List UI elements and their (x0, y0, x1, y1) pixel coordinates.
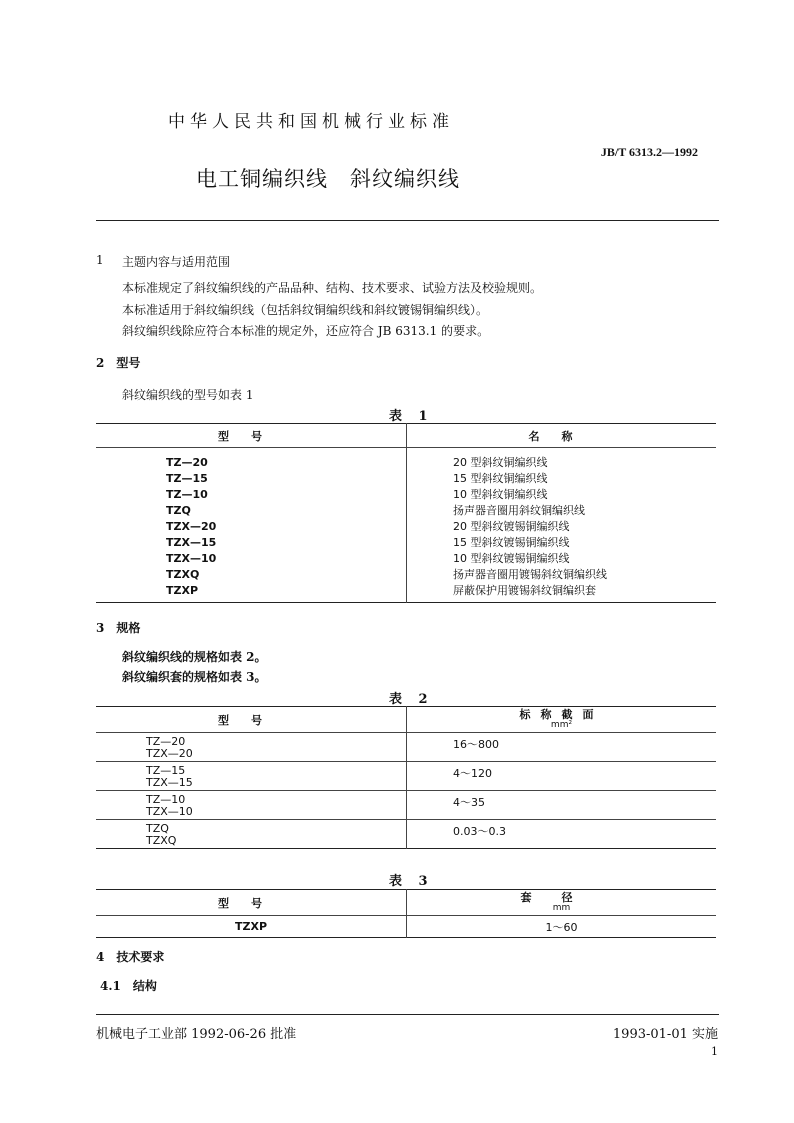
table-1-name: 10 型斜纹铜编织线 (407, 486, 717, 502)
table-1-name: 扬声器音圈用斜纹铜编织线 (407, 502, 717, 518)
table-1-code: TZXQ (166, 567, 200, 581)
table-1-code: TZX—15 (166, 535, 217, 549)
table-3-caption: 表 3 (389, 874, 434, 889)
table-2-row (96, 762, 716, 791)
standard-code: JB/T 6313.2—1992 (600, 145, 698, 159)
page-number: 1 (711, 1045, 718, 1058)
section-1-paragraph-2: 本标准适用于斜纹编织线（包括斜纹铜编织线和斜纹镀锡铜编织线）。 (122, 303, 489, 317)
table-2-code-2: TZX—15 (146, 776, 193, 789)
table-1-name: 屏蔽保护用镀锡斜纹铜编织套 (407, 582, 717, 603)
table-2-header-unit: mm² (550, 719, 573, 730)
section-2-paragraph: 斜纹编织线的型号如表 1 (122, 388, 254, 402)
table-2-code-2: TZX—10 (146, 805, 193, 818)
table-2-row (96, 791, 716, 820)
table-1-row (96, 486, 716, 502)
table-2-value: 4～120 (407, 762, 717, 791)
table-2-row (96, 820, 716, 849)
document-title: 电工铜编织线 斜纹编织线 (196, 167, 460, 191)
table-2 (96, 706, 716, 849)
section-1-number: 1 (96, 253, 104, 267)
table-1-code: TZ—15 (166, 471, 208, 485)
table-2-code-1: TZ—10 (146, 793, 186, 806)
table-1-name: 扬声器音圈用镀锡斜纹铜编织线 (407, 566, 717, 582)
table-1-row (96, 502, 716, 518)
table-2-code-1: TZ—20 (146, 735, 186, 748)
table-1-row (96, 518, 716, 534)
table-1-row (96, 550, 716, 566)
table-1-code: TZ—20 (166, 455, 208, 469)
table-1-code: TZ—10 (166, 487, 208, 501)
table-1-code: TZX—20 (166, 519, 217, 533)
table-1-row (96, 582, 716, 603)
table-1-code: TZXP (166, 583, 199, 597)
table-3-header-code: 型号 (96, 890, 407, 916)
table-1-code: TZQ (166, 503, 191, 517)
table-1-name: 20 型斜纹镀锡铜编织线 (407, 518, 717, 534)
approval-info: 机械电子工业部 1992-06-26 批准 (96, 1027, 297, 1042)
section-1-paragraph-3: 斜纹编织线除应符合本标准的规定外，还应符合 JB 6313.1 的要求。 (122, 324, 490, 338)
table-1-name: 15 型斜纹铜编织线 (407, 470, 717, 486)
table-1-name: 20 型斜纹铜编织线 (407, 448, 717, 471)
table-1-row (96, 534, 716, 550)
section-2-title: 2 型号 (96, 356, 141, 370)
section-1-paragraph-1: 本标准规定了斜纹编织线的产品品种、结构、技术要求、试验方法及校验规则。 (122, 281, 543, 295)
effective-date: 1993-01-01 实施 (612, 1027, 718, 1042)
table-2-code-1: TZQ (146, 822, 169, 835)
table-1-header-code: 型号 (96, 424, 407, 448)
standard-name: 中华人民共和国机械行业标准 (168, 112, 454, 132)
section-1-title: 主题内容与适用范围 (122, 255, 231, 269)
table-2-code-1: TZ—15 (146, 764, 186, 777)
section-4-1-title: 4.1 结构 (100, 979, 157, 993)
table-3-header-diameter: 套径 (520, 890, 603, 904)
table-2-code-2: TZXQ (146, 834, 177, 847)
table-3-value: 1～60 (407, 916, 717, 938)
table-2-value: 16～800 (407, 733, 717, 762)
table-3 (96, 889, 716, 938)
table-2-header-code: 型号 (96, 707, 407, 733)
table-1 (96, 423, 716, 603)
table-3-code: TZXP (234, 920, 268, 933)
table-2-value: 0.03～0.3 (407, 820, 717, 849)
table-2-header-section: 标称截面 (519, 707, 604, 721)
table-1-header-name: 名称 (407, 424, 717, 448)
table-2-caption: 表 2 (389, 692, 434, 707)
section-3-title: 3 规格 (96, 621, 141, 635)
table-2-row (96, 733, 716, 762)
footer-divider (96, 1014, 719, 1015)
table-1-row (96, 470, 716, 486)
table-3-header-unit: mm (552, 902, 571, 913)
table-1-code: TZX—10 (166, 551, 217, 565)
table-2-value: 4～35 (407, 791, 717, 820)
section-3-paragraph-2: 斜纹编织套的规格如表 3。 (122, 670, 267, 684)
table-1-caption: 表 1 (389, 409, 434, 424)
table-1-row (96, 566, 716, 582)
table-1-row (96, 448, 716, 471)
table-1-name: 10 型斜纹镀锡铜编织线 (407, 550, 717, 566)
table-2-code-2: TZX—20 (146, 747, 193, 760)
table-1-name: 15 型斜纹镀锡铜编织线 (407, 534, 717, 550)
section-4-title: 4 技术要求 (96, 950, 165, 964)
section-3-paragraph-1: 斜纹编织线的规格如表 2。 (122, 650, 267, 664)
header-divider (96, 220, 719, 221)
